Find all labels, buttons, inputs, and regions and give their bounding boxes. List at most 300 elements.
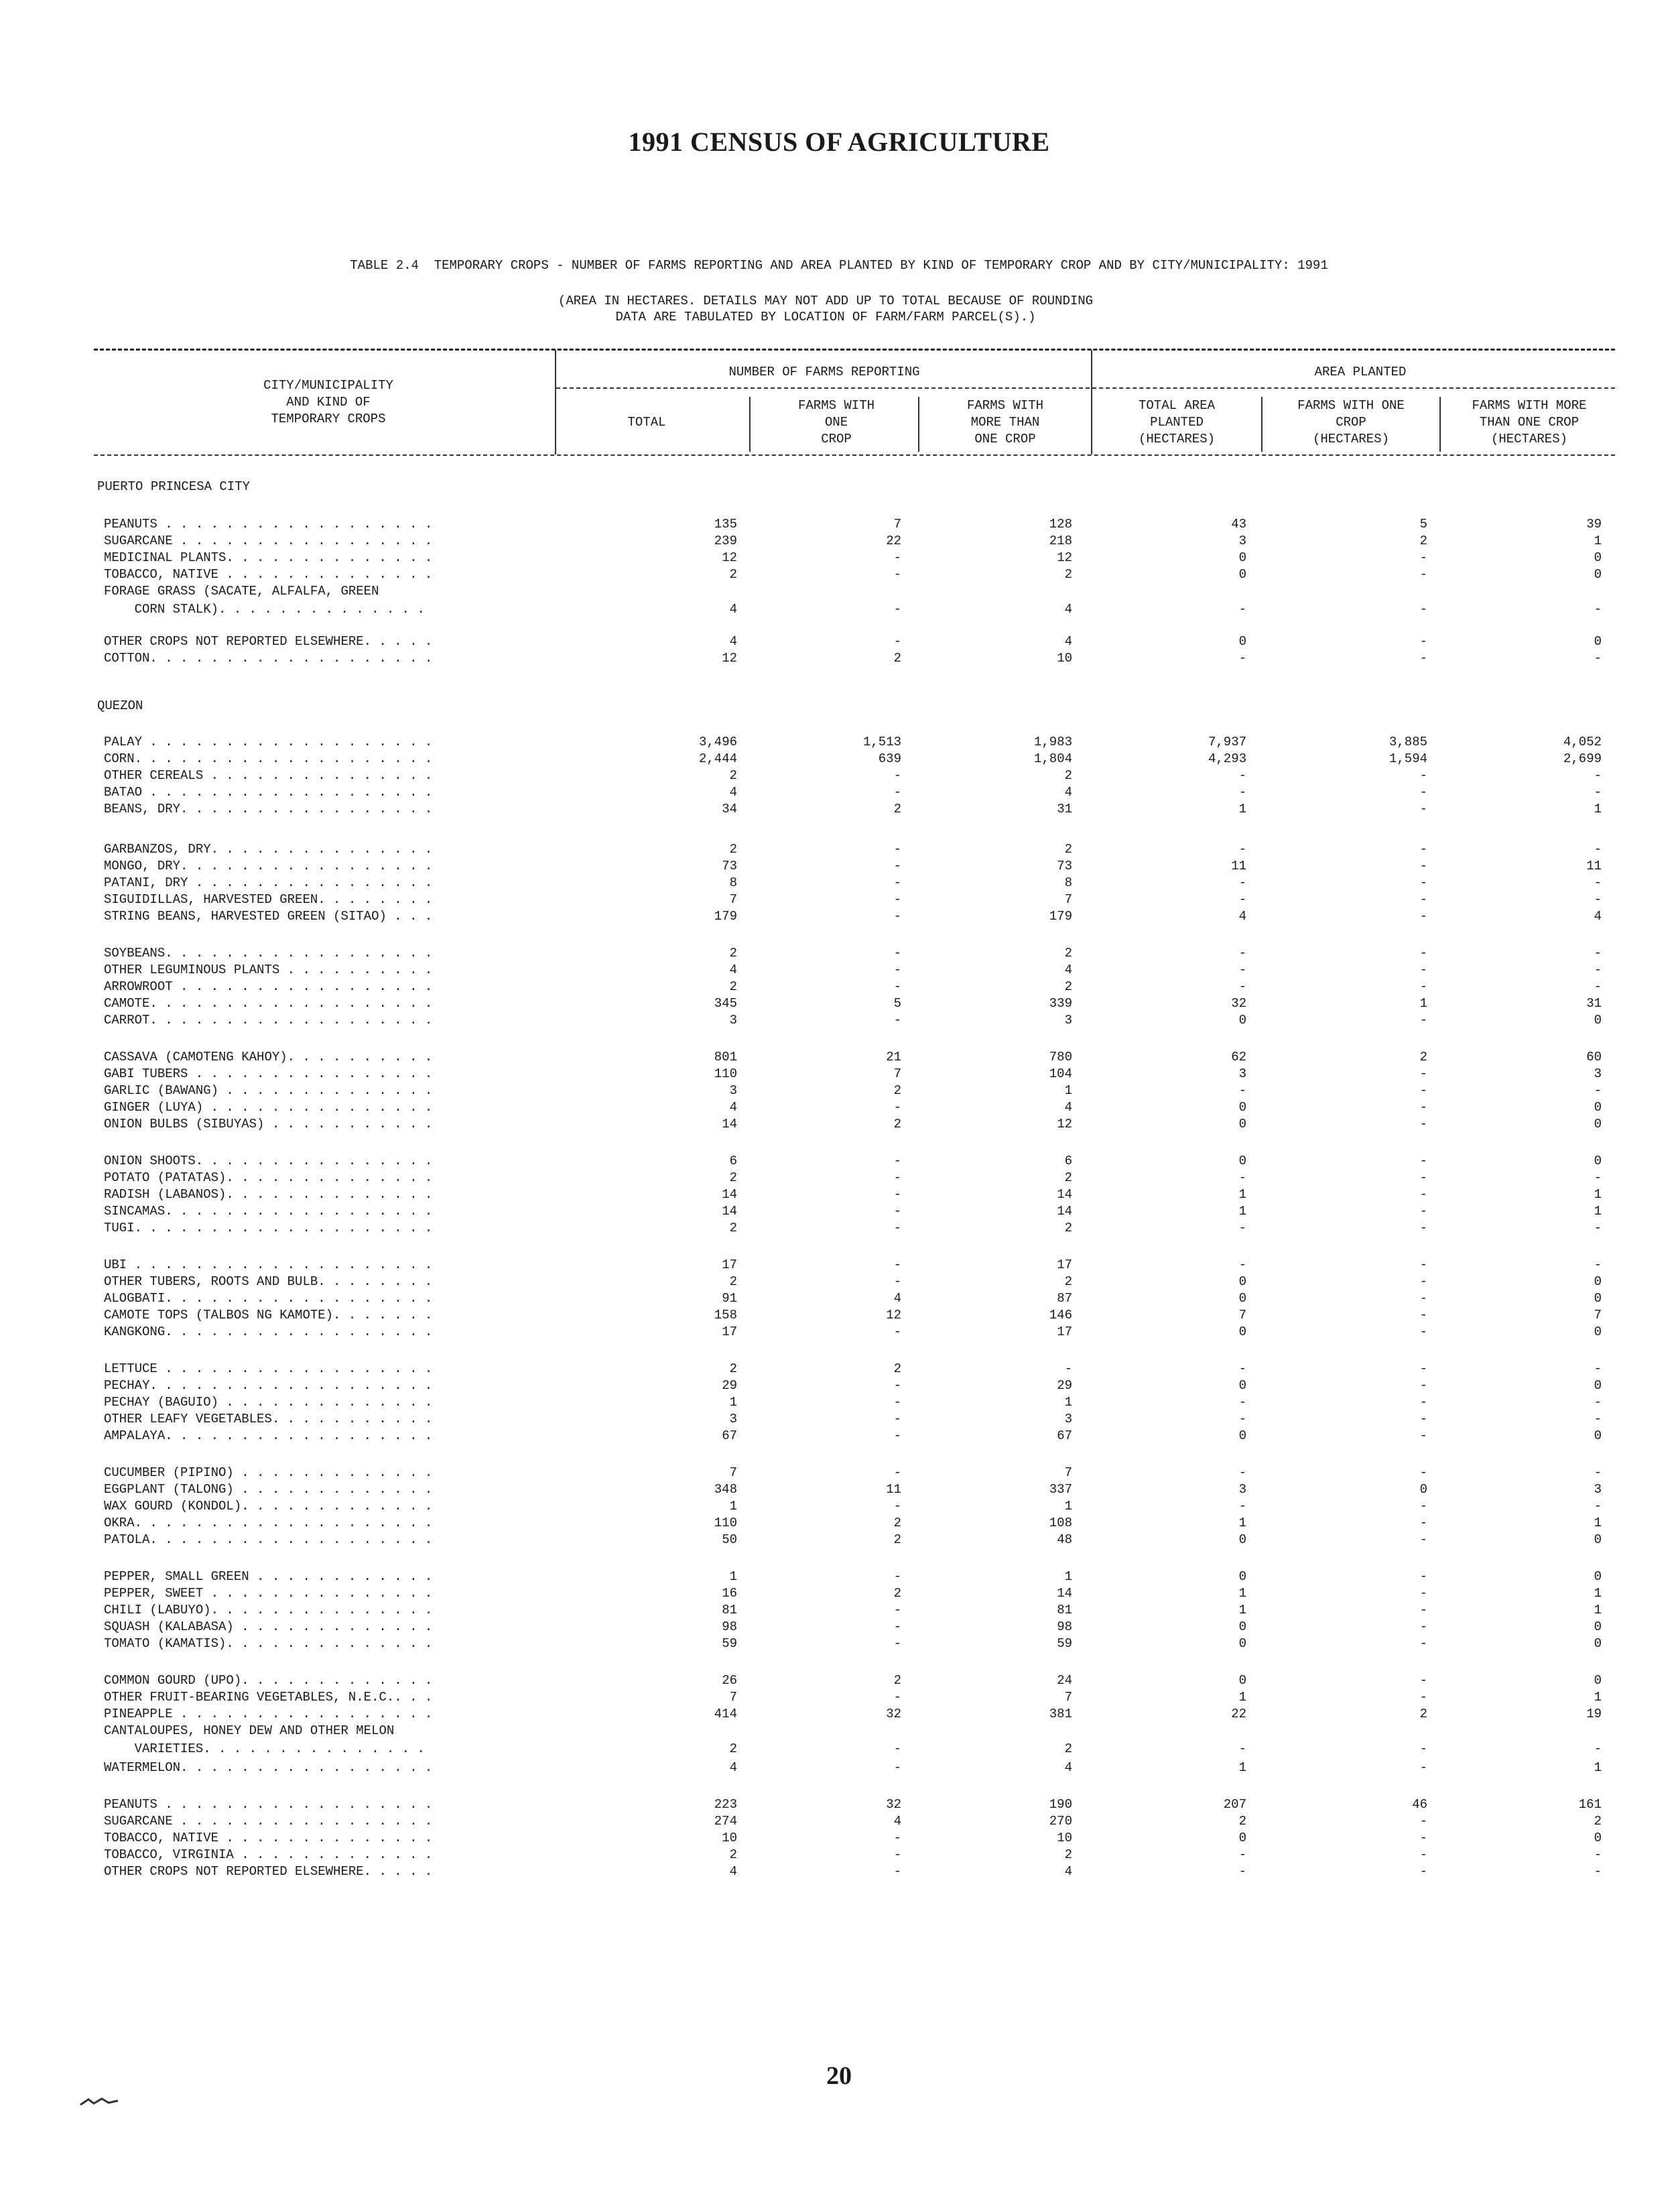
cell-area-one-crop: - (1419, 892, 1427, 907)
cell-total: 17 (722, 1257, 737, 1272)
cell-total-area: 1 (1238, 1603, 1246, 1617)
cell-area-one-crop: - (1419, 1361, 1427, 1376)
col-divider-5 (1261, 397, 1263, 452)
cell-farms-one-crop: - (893, 963, 901, 977)
cell-area-more-crop: 0 (1594, 1619, 1602, 1634)
cell-area-more-crop: 0 (1594, 1117, 1602, 1131)
cell-area-more-crop: 2 (1594, 1814, 1602, 1829)
crop-label: OTHER LEGUMINOUS PLANTS . . . . . . . . . . (104, 963, 433, 977)
crop-label: STRING BEANS, HARVESTED GREEN (SITAO) . . . (104, 909, 433, 924)
table-row (0, 995, 1678, 1012)
cell-area-one-crop: 0 (1419, 1482, 1427, 1497)
cell-farms-more-crop: 780 (1049, 1050, 1072, 1064)
cell-total-area: 1 (1238, 1760, 1246, 1775)
cell-total: 10 (722, 1831, 737, 1845)
cell-farms-one-crop: - (893, 892, 901, 907)
cell-area-one-crop: - (1419, 1221, 1427, 1235)
crop-label: CUCUMBER (PIPINO) . . . . . . . . . . . . . (104, 1465, 433, 1480)
cell-total-area: - (1238, 1221, 1246, 1235)
cell-total: 2 (729, 979, 737, 994)
cell-area-one-crop: - (1419, 1100, 1427, 1115)
cell-area-more-crop: - (1594, 842, 1602, 857)
cell-area-more-crop: 1 (1594, 1586, 1602, 1601)
scanner-mark (79, 2097, 119, 2106)
crop-label: SIGUIDILLAS, HARVESTED GREEN. . . . . . . . (104, 892, 433, 907)
col-header-total-area: TOTAL AREA PLANTED (HECTARES) (1138, 398, 1216, 446)
cell-farms-more-crop: - (1064, 1361, 1072, 1376)
cell-farms-more-crop: 8 (1064, 875, 1072, 890)
cell-area-one-crop: - (1419, 1499, 1427, 1514)
cell-area-one-crop: - (1419, 1516, 1427, 1530)
crop-label: VARIETIES. . . . . . . . . . . . . . . (104, 1741, 425, 1756)
cell-farms-one-crop: 12 (886, 1308, 901, 1323)
table-row (0, 583, 1678, 600)
cell-area-one-crop: - (1419, 1673, 1427, 1688)
cell-total: 14 (722, 1117, 737, 1131)
crop-label: PEANUTS . . . . . . . . . . . . . . . . . . (104, 1797, 433, 1812)
cell-total: 2 (729, 1221, 737, 1235)
cell-area-one-crop: 2 (1419, 534, 1427, 548)
crop-label: PATOLA. . . . . . . . . . . . . . . . . . . (104, 1532, 433, 1547)
cell-total: 1 (729, 1569, 737, 1584)
crop-label: ONION BULBS (SIBUYAS) . . . . . . . . . . . (104, 1117, 433, 1131)
cell-area-more-crop: 1 (1594, 1204, 1602, 1219)
crop-label: MEDICINAL PLANTS. . . . . . . . . . . . . . (104, 550, 433, 565)
cell-total: 34 (722, 802, 737, 816)
cell-total: 17 (722, 1325, 737, 1339)
col-header-area-one-crop: FARMS WITH ONE CROP (HECTARES) (1297, 398, 1405, 446)
cell-farms-more-crop: 128 (1049, 517, 1072, 532)
col-divider-2 (749, 397, 751, 452)
cell-farms-more-crop: 14 (1057, 1204, 1072, 1219)
cell-farms-one-crop: - (893, 602, 901, 617)
cell-total: 26 (722, 1673, 737, 1688)
cell-total-area: - (1238, 892, 1246, 907)
crop-label: TOBACCO, NATIVE . . . . . . . . . . . . . . (104, 1831, 433, 1845)
crop-label: PECHAY (BAGUIO) . . . . . . . . . . . . . . (104, 1395, 433, 1410)
table-row (0, 1760, 1678, 1776)
cell-farms-more-crop: 2 (1064, 946, 1072, 961)
cell-farms-one-crop: 2 (893, 1673, 901, 1688)
cell-farms-one-crop: - (893, 1274, 901, 1289)
cell-area-one-crop: - (1419, 1257, 1427, 1272)
cell-total-area: - (1238, 1847, 1246, 1862)
caption-note-1: (AREA IN HECTARES. DETAILS MAY NOT ADD UP TO TOTAL BECAUSE OF ROUNDING (558, 294, 1094, 308)
cell-area-one-crop: - (1419, 550, 1427, 565)
col-divider-3 (918, 397, 919, 452)
cell-total-area: 32 (1231, 996, 1246, 1011)
cell-area-one-crop: - (1419, 1325, 1427, 1339)
cell-farms-one-crop: 2 (893, 1083, 901, 1098)
table-row (0, 1116, 1678, 1133)
crop-label: GARBANZOS, DRY. . . . . . . . . . . . . . . (104, 842, 433, 857)
cell-total-area: 3 (1238, 534, 1246, 548)
cell-farms-one-crop: 22 (886, 534, 901, 548)
cell-total-area: 0 (1238, 1291, 1246, 1306)
table-row (0, 1220, 1678, 1237)
cell-farms-more-crop: 10 (1057, 1831, 1072, 1845)
table-row (0, 1830, 1678, 1847)
cell-farms-more-crop: 381 (1049, 1707, 1072, 1721)
cell-total: 2 (729, 1274, 737, 1289)
group-header-area: AREA PLANTED (1314, 365, 1407, 379)
table-row (0, 1411, 1678, 1428)
cell-total-area: 7,937 (1208, 735, 1246, 749)
table-row (0, 767, 1678, 784)
table-row (0, 1498, 1678, 1515)
cell-total-area: - (1238, 768, 1246, 783)
cell-farms-one-crop: - (893, 1864, 901, 1879)
cell-farms-more-crop: 108 (1049, 1516, 1072, 1530)
table-row (0, 801, 1678, 818)
cell-total-area: - (1238, 875, 1246, 890)
cell-area-more-crop: - (1594, 1221, 1602, 1235)
cell-area-more-crop: 0 (1594, 1532, 1602, 1547)
col-header-area-more-crop: FARMS WITH MORE THAN ONE CROP (HECTARES) (1472, 398, 1587, 446)
cell-farms-one-crop: - (893, 1170, 901, 1185)
cell-area-more-crop: 31 (1586, 996, 1602, 1011)
crop-label: CANTALOUPES, HONEY DEW AND OTHER MELON (104, 1723, 395, 1738)
cell-area-more-crop: - (1594, 1741, 1602, 1756)
cell-area-more-crop: - (1594, 1847, 1602, 1862)
cell-total-area: - (1238, 651, 1246, 666)
crop-label: SQUASH (KALABASA) . . . . . . . . . . . . . (104, 1619, 433, 1634)
cell-farms-more-crop: 24 (1057, 1673, 1072, 1688)
table-row (0, 1602, 1678, 1619)
cell-total-area: 0 (1238, 1013, 1246, 1028)
page-number: 20 (826, 2062, 852, 2090)
cell-area-one-crop: - (1419, 1465, 1427, 1480)
cell-total-area: - (1238, 1864, 1246, 1879)
table-row (0, 516, 1678, 533)
crop-label: TOBACCO, NATIVE . . . . . . . . . . . . . . (104, 567, 433, 582)
cell-total: 345 (714, 996, 737, 1011)
cell-farms-more-crop: 2 (1064, 842, 1072, 857)
crop-label: PECHAY. . . . . . . . . . . . . . . . . . . (104, 1378, 433, 1393)
cell-total-area: 0 (1238, 1569, 1246, 1584)
cell-farms-more-crop: 4 (1064, 1864, 1072, 1879)
cell-area-one-crop: - (1419, 1083, 1427, 1098)
cell-farms-more-crop: 12 (1057, 550, 1072, 565)
table-row (0, 1706, 1678, 1723)
cell-farms-one-crop: - (893, 634, 901, 649)
cell-area-more-crop: 0 (1594, 1013, 1602, 1028)
crop-label: OKRA. . . . . . . . . . . . . . . . . . . . (104, 1516, 433, 1530)
cell-total: 12 (722, 550, 737, 565)
table-row (0, 1257, 1678, 1274)
cell-farms-more-crop: 218 (1049, 534, 1072, 548)
cell-farms-more-crop: 4 (1064, 602, 1072, 617)
cell-farms-one-crop: - (893, 946, 901, 961)
cell-farms-one-crop: - (893, 1395, 901, 1410)
cell-farms-one-crop: 639 (878, 751, 901, 766)
crop-label: MONGO, DRY. . . . . . . . . . . . . . . . . (104, 859, 433, 873)
cell-total-area: 0 (1238, 1325, 1246, 1339)
cell-farms-one-crop: 2 (893, 651, 901, 666)
crop-label: OTHER TUBERS, ROOTS AND BULB. . . . . . . . (104, 1274, 433, 1289)
cell-total-area: - (1238, 602, 1246, 617)
crop-label: PEANUTS . . . . . . . . . . . . . . . . . . (104, 517, 433, 532)
cell-farms-one-crop: 2 (893, 1532, 901, 1547)
cell-total: 2 (729, 842, 737, 857)
crop-label: BEANS, DRY. . . . . . . . . . . . . . . . . (104, 802, 433, 816)
table-row (0, 875, 1678, 892)
cell-area-one-crop: - (1419, 1636, 1427, 1651)
cell-total: 2 (729, 1361, 737, 1376)
table-row (0, 945, 1678, 962)
cell-area-more-crop: 19 (1586, 1707, 1602, 1721)
cell-farms-more-crop: 2 (1064, 1274, 1072, 1289)
cell-total-area: 1 (1238, 1187, 1246, 1202)
cell-farms-one-crop: 32 (886, 1797, 901, 1812)
table-row (0, 1465, 1678, 1481)
table-row (0, 1012, 1678, 1029)
table-row (0, 1186, 1678, 1203)
caption-note-2: DATA ARE TABULATED BY LOCATION OF FARM/FARM PARCEL(S).) (615, 310, 1036, 324)
cell-farms-one-crop: 4 (893, 1814, 901, 1829)
cell-area-one-crop: - (1419, 1274, 1427, 1289)
cell-area-more-crop: 0 (1594, 550, 1602, 565)
cell-area-one-crop: - (1419, 1690, 1427, 1705)
table-row (0, 751, 1678, 767)
cell-total-area: 43 (1231, 517, 1246, 532)
table-row (0, 1066, 1678, 1083)
cell-farms-more-crop: 7 (1064, 1690, 1072, 1705)
crop-label: CHILI (LABUYO). . . . . . . . . . . . . . . (104, 1603, 433, 1617)
cell-area-more-crop: 1 (1594, 1516, 1602, 1530)
cell-farms-more-crop: 1 (1064, 1569, 1072, 1584)
table-row (0, 1274, 1678, 1290)
cell-farms-one-crop: - (893, 1100, 901, 1115)
table-row (0, 1532, 1678, 1548)
table-row (0, 1741, 1678, 1758)
cell-area-one-crop: - (1419, 1831, 1427, 1845)
cell-farms-more-crop: 48 (1057, 1532, 1072, 1547)
cell-total: 110 (714, 1516, 737, 1530)
cell-total-area: - (1238, 1395, 1246, 1410)
cell-farms-more-crop: 2 (1064, 1170, 1072, 1185)
table-row (0, 550, 1678, 566)
cell-total: 50 (722, 1532, 737, 1547)
group-header-farms: NUMBER OF FARMS REPORTING (728, 365, 920, 379)
cell-total: 91 (722, 1291, 737, 1306)
table-row (0, 1377, 1678, 1394)
header-bottom-rule (94, 454, 1615, 456)
crop-label: OTHER CROPS NOT REPORTED ELSEWHERE. . . . . (104, 634, 433, 649)
cell-area-more-crop: 1 (1594, 802, 1602, 816)
cell-farms-one-crop: - (893, 1428, 901, 1443)
cell-farms-one-crop: - (893, 1831, 901, 1845)
cell-area-one-crop: - (1419, 651, 1427, 666)
cell-area-one-crop: - (1419, 1532, 1427, 1547)
cell-total: 3 (729, 1013, 737, 1028)
cell-farms-one-crop: 11 (886, 1482, 901, 1497)
cell-total: 73 (722, 859, 737, 873)
cell-area-one-crop: 46 (1412, 1797, 1427, 1812)
cell-total-area: 1 (1238, 802, 1246, 816)
cell-farms-more-crop: 270 (1049, 1814, 1072, 1829)
cell-total-area: - (1238, 785, 1246, 800)
crop-label: ALOGBATI. . . . . . . . . . . . . . . . . . (104, 1291, 433, 1306)
crop-label: ONION SHOOTS. . . . . . . . . . . . . . . . (104, 1154, 433, 1168)
cell-total-area: 11 (1231, 859, 1246, 873)
crop-label: RADISH (LABANOS). . . . . . . . . . . . . . (104, 1187, 433, 1202)
cell-farms-more-crop: 104 (1049, 1066, 1072, 1081)
cell-farms-one-crop: - (893, 567, 901, 582)
cell-total: 8 (729, 875, 737, 890)
cell-total-area: 0 (1238, 1428, 1246, 1443)
crop-label: PATANI, DRY . . . . . . . . . . . . . . . . (104, 875, 433, 890)
cell-area-more-crop: 161 (1578, 1797, 1602, 1812)
crop-label: EGGPLANT (TALONG) . . . . . . . . . . . . . (104, 1482, 433, 1497)
table-row (0, 1170, 1678, 1186)
cell-area-one-crop: - (1419, 634, 1427, 649)
cell-farms-one-crop: - (893, 1013, 901, 1028)
cell-area-one-crop: - (1419, 1428, 1427, 1443)
cell-total-area: - (1238, 1412, 1246, 1426)
cell-area-more-crop: - (1594, 1864, 1602, 1879)
table-row (0, 1672, 1678, 1689)
cell-total: 4 (729, 785, 737, 800)
cell-farms-one-crop: 1,513 (862, 735, 901, 749)
cell-farms-one-crop: - (893, 1465, 901, 1480)
cell-total: 135 (714, 517, 737, 532)
cell-area-more-crop: 0 (1594, 1831, 1602, 1845)
cell-total-area: 0 (1238, 1117, 1246, 1131)
cell-total-area: 0 (1238, 1154, 1246, 1168)
cell-farms-one-crop: - (893, 1636, 901, 1651)
cell-farms-one-crop: 7 (893, 1066, 901, 1081)
cell-area-one-crop: - (1419, 963, 1427, 977)
cell-farms-one-crop: 2 (893, 1586, 901, 1601)
crop-label: TOMATO (KAMATIS). . . . . . . . . . . . . . (104, 1636, 433, 1651)
table-row (0, 1636, 1678, 1652)
cell-farms-more-crop: 7 (1064, 892, 1072, 907)
cell-total-area: 0 (1238, 1532, 1246, 1547)
cell-total: 4 (729, 1864, 737, 1879)
table-row (0, 1863, 1678, 1880)
cell-area-more-crop: - (1594, 1412, 1602, 1426)
cell-farms-more-crop: 7 (1064, 1465, 1072, 1480)
cell-total-area: 3 (1238, 1482, 1246, 1497)
cell-farms-one-crop: - (893, 1325, 901, 1339)
table-row (0, 1515, 1678, 1532)
cell-area-one-crop: - (1419, 567, 1427, 582)
crop-label: SUGARCANE . . . . . . . . . . . . . . . . . (104, 1814, 433, 1829)
cell-farms-more-crop: 73 (1057, 859, 1072, 873)
crop-label: OTHER LEAFY VEGETABLES. . . . . . . . . . . (104, 1412, 433, 1426)
cell-farms-more-crop: 17 (1057, 1325, 1072, 1339)
table-row (0, 601, 1678, 618)
cell-total-area: 0 (1238, 1619, 1246, 1634)
cell-area-one-crop: 3,885 (1389, 735, 1427, 749)
cell-total-area: 0 (1238, 1673, 1246, 1688)
cell-area-more-crop: 1 (1594, 1187, 1602, 1202)
cell-total: 6 (729, 1154, 737, 1168)
cell-area-one-crop: 1,594 (1389, 751, 1427, 766)
cell-farms-one-crop: 32 (886, 1707, 901, 1721)
cell-area-more-crop: 0 (1594, 1569, 1602, 1584)
cell-farms-one-crop: 5 (893, 996, 901, 1011)
crop-label: SOYBEANS. . . . . . . . . . . . . . . . . . (104, 946, 433, 961)
cell-area-one-crop: - (1419, 1378, 1427, 1393)
table-row (0, 1394, 1678, 1411)
cell-area-more-crop: 1 (1594, 534, 1602, 548)
cell-total-area: - (1238, 963, 1246, 977)
table-caption: TABLE 2.4 TEMPORARY CROPS - NUMBER OF FARMS REPORTING AND AREA PLANTED BY KIND OF TEMPORARY CROP AND BY CITY/MUNICIPALITY: 1991 (350, 258, 1328, 273)
cell-total: 2 (729, 1741, 737, 1756)
col-header-farms-one-crop: FARMS WITH ONE CROP (797, 398, 875, 446)
cell-farms-more-crop: 2 (1064, 979, 1072, 994)
crop-label: UBI . . . . . . . . . . . . . . . . . . . . (104, 1257, 433, 1272)
cell-total: 223 (714, 1797, 737, 1812)
cell-area-more-crop: 0 (1594, 1378, 1602, 1393)
table-row (0, 1290, 1678, 1307)
cell-total: 179 (714, 909, 737, 924)
cell-total-area: 0 (1238, 1636, 1246, 1651)
page-title: 1991 CENSUS OF AGRICULTURE (628, 127, 1050, 157)
cell-farms-more-crop: 98 (1057, 1619, 1072, 1634)
cell-farms-more-crop: 14 (1057, 1586, 1072, 1601)
table-row (0, 1813, 1678, 1830)
cell-area-more-crop: 0 (1594, 1673, 1602, 1688)
cell-total: 158 (714, 1308, 737, 1323)
cell-area-one-crop: - (1419, 1741, 1427, 1756)
cell-farms-one-crop: 7 (893, 517, 901, 532)
cell-total-area: 1 (1238, 1690, 1246, 1705)
cell-farms-one-crop: - (893, 768, 901, 783)
stub-header: CITY/MUNICIPALITY AND KIND OF TEMPORARY CROPS (263, 378, 393, 426)
crop-label: CORN. . . . . . . . . . . . . . . . . . . . (104, 751, 433, 766)
cell-total-area: 0 (1238, 634, 1246, 649)
cell-area-more-crop: - (1594, 602, 1602, 617)
cell-area-more-crop: 0 (1594, 1428, 1602, 1443)
cell-total: 1 (729, 1499, 737, 1514)
crop-label: WAX GOURD (KONDOL). . . . . . . . . . . . . (104, 1499, 433, 1514)
cell-farms-more-crop: 179 (1049, 909, 1072, 924)
crop-label: COMMON GOURD (UPO). . . . . . . . . . . . . (104, 1673, 433, 1688)
cell-area-more-crop: 0 (1594, 567, 1602, 582)
cell-total-area: - (1238, 842, 1246, 857)
cell-farms-more-crop: 87 (1057, 1291, 1072, 1306)
cell-total: 98 (722, 1619, 737, 1634)
cell-area-one-crop: - (1419, 768, 1427, 783)
table-row (0, 1481, 1678, 1498)
cell-farms-one-crop: 21 (886, 1050, 901, 1064)
cell-area-more-crop: - (1594, 875, 1602, 890)
cell-total-area: 1 (1238, 1586, 1246, 1601)
crop-label: SINCAMAS. . . . . . . . . . . . . . . . . . (104, 1204, 433, 1219)
crop-label: COTTON. . . . . . . . . . . . . . . . . . . (104, 651, 433, 666)
cell-total-area: 3 (1238, 1066, 1246, 1081)
cell-area-one-crop: - (1419, 1412, 1427, 1426)
cell-area-one-crop: - (1419, 979, 1427, 994)
cell-area-more-crop: 0 (1594, 1325, 1602, 1339)
cell-area-one-crop: - (1419, 946, 1427, 961)
table-row (0, 908, 1678, 925)
col-header-farms-more-crop: FARMS WITH MORE THAN ONE CROP (966, 398, 1044, 446)
cell-farms-more-crop: 1 (1064, 1083, 1072, 1098)
cell-total-area: 0 (1238, 550, 1246, 565)
table-row (0, 1324, 1678, 1341)
cell-farms-one-crop: - (893, 550, 901, 565)
cell-total-area: 4 (1238, 909, 1246, 924)
cell-farms-more-crop: 59 (1057, 1636, 1072, 1651)
cell-farms-one-crop: - (893, 859, 901, 873)
cell-area-one-crop: - (1419, 1204, 1427, 1219)
table-row (0, 566, 1678, 583)
col-header-total: TOTAL (627, 415, 666, 430)
